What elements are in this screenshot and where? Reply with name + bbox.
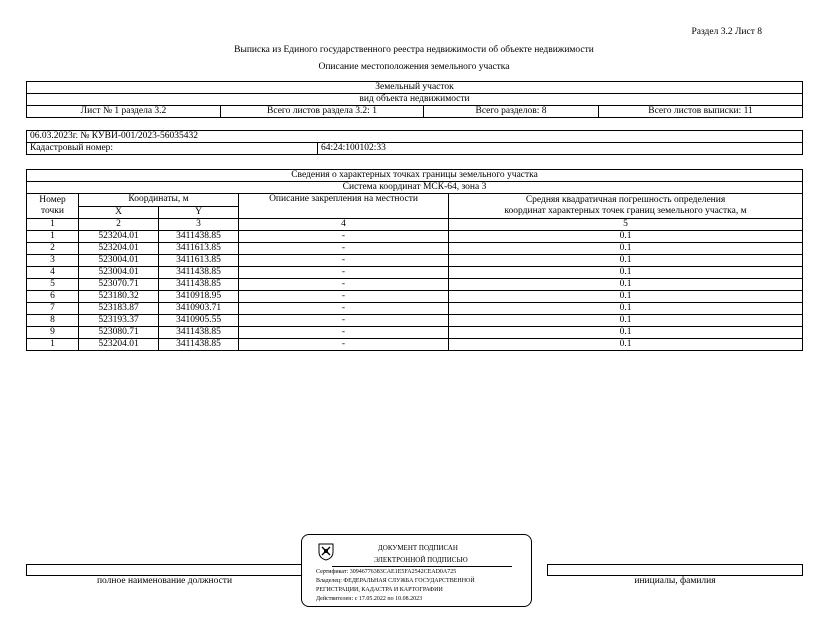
table-cell: 3411613.85 <box>159 243 239 255</box>
stamp-divider <box>332 566 512 567</box>
table-cell: - <box>239 279 449 291</box>
col-number-line1: Номер <box>39 195 66 205</box>
col-error-line1: Средняя квадратичная погрешность определения <box>525 195 726 205</box>
col-coords-header: Координаты, м <box>79 194 239 207</box>
coat-of-arms-icon <box>316 541 336 561</box>
coordinate-system: Система координат МСК-64, зона 3 <box>27 182 803 194</box>
table-cell: 0.1 <box>449 279 803 291</box>
table-cell: 0.1 <box>449 267 803 279</box>
table-cell: 6 <box>27 291 79 303</box>
index-cell: 3 <box>159 219 239 231</box>
table-cell: 523180.32 <box>79 291 159 303</box>
total-sections: Всего разделов: 8 <box>424 106 599 118</box>
table-cell: - <box>239 231 449 243</box>
table-row <box>27 303 803 315</box>
position-label: полное наименование должности <box>96 576 233 586</box>
stamp-valid: Действителен: с 17.05.2022 по 10.08.2023 <box>316 596 423 602</box>
table-cell: 1 <box>27 231 79 243</box>
table-cell: 0.1 <box>449 315 803 327</box>
table-cell: 7 <box>27 303 79 315</box>
table-row <box>27 291 803 303</box>
table-row <box>27 279 803 291</box>
table-row <box>27 267 803 279</box>
table-cell: 3 <box>27 255 79 267</box>
table-cell: 3411438.85 <box>159 267 239 279</box>
sheet-of-section: Лист № 1 раздела 3.2 <box>27 106 221 118</box>
object-name: Земельный участок <box>27 82 803 94</box>
total-sheets-extract: Всего листов выписки: 11 <box>599 106 803 118</box>
table-cell: 0.1 <box>449 303 803 315</box>
table-cell: 523204.01 <box>79 243 159 255</box>
index-cell: 2 <box>79 219 159 231</box>
total-sheets-section: Всего листов раздела 3.2: 1 <box>221 106 424 118</box>
table-cell: 4 <box>27 267 79 279</box>
table-cell: - <box>239 315 449 327</box>
table-cell: 3411438.85 <box>159 231 239 243</box>
table-cell: 3411438.85 <box>159 339 239 351</box>
table-cell: 523004.01 <box>79 267 159 279</box>
index-cell: 4 <box>239 219 449 231</box>
points-table <box>26 169 803 351</box>
name-field <box>548 565 803 576</box>
e-signature-stamp <box>301 534 532 607</box>
points-table-body <box>27 231 803 351</box>
name-label: инициалы, фамилия <box>634 576 716 586</box>
object-table <box>26 81 803 118</box>
index-cell: 5 <box>449 219 803 231</box>
table-cell: 523070.71 <box>79 279 159 291</box>
index-cell: 1 <box>27 219 79 231</box>
table-cell: 0.1 <box>449 243 803 255</box>
table-row <box>27 243 803 255</box>
table-cell: - <box>239 339 449 351</box>
table-cell: 3410918.95 <box>159 291 239 303</box>
table-cell: 523183.87 <box>79 303 159 315</box>
table-cell: 0.1 <box>449 291 803 303</box>
date-number: 06.03.2023г. № КУВИ-001/2023-56035432 <box>27 131 803 143</box>
table-cell: 523004.01 <box>79 255 159 267</box>
table-cell: - <box>239 255 449 267</box>
table-cell: - <box>239 243 449 255</box>
table-row <box>27 327 803 339</box>
stamp-line1: ДОКУМЕНТ ПОДПИСАН <box>378 544 458 552</box>
table-cell: 0.1 <box>449 339 803 351</box>
cadastral-number: 64:24:100102:33 <box>318 143 803 155</box>
table-cell: 523204.01 <box>79 339 159 351</box>
table-row <box>27 315 803 327</box>
table-cell: 0.1 <box>449 231 803 243</box>
table-cell: 9 <box>27 327 79 339</box>
stamp-certificate: Сертификат: 30946776383CAE1E5FA2542CEAD0A725 <box>316 569 457 575</box>
col-y-header: Y <box>159 206 239 219</box>
object-type-label: вид объекта недвижимости <box>27 94 803 106</box>
col-number-header <box>27 194 79 219</box>
stamp-owner2: РЕГИСТРАЦИИ, КАДАСТРА И КАРТОГРАФИИ <box>316 587 443 593</box>
table-cell: - <box>239 267 449 279</box>
col-number-line2: точки <box>40 206 64 216</box>
col-x-header: X <box>79 206 159 219</box>
table-row <box>27 339 803 351</box>
table-cell: 523080.71 <box>79 327 159 339</box>
col-desc-header: Описание закрепления на местности <box>239 194 449 219</box>
table-cell: 3410903.71 <box>159 303 239 315</box>
table-cell: 3410905.55 <box>159 315 239 327</box>
table-cell: - <box>239 303 449 315</box>
table-row <box>27 231 803 243</box>
table-cell: 523193.37 <box>79 315 159 327</box>
table-row <box>27 255 803 267</box>
col-error-header <box>449 194 803 219</box>
table-cell: - <box>239 327 449 339</box>
cadastral-label: Кадастровый номер: <box>27 143 318 155</box>
table-cell: 523204.01 <box>79 231 159 243</box>
table-cell: - <box>239 291 449 303</box>
table-cell: 3411438.85 <box>159 279 239 291</box>
table-cell: 5 <box>27 279 79 291</box>
table-cell: 3411613.85 <box>159 255 239 267</box>
section-sheet-label: Раздел 3.2 Лист 8 <box>691 27 762 37</box>
stamp-line2: ЭЛЕКТРОННОЙ ПОДПИСЬЮ <box>374 556 468 564</box>
stamp-owner: Владелец: ФЕДЕРАЛЬНАЯ СЛУЖБА ГОСУДАРСТВЕННОЙ <box>316 578 475 584</box>
table-cell: 8 <box>27 315 79 327</box>
table-cell: 2 <box>27 243 79 255</box>
document-title: Выписка из Единого государственного реестра недвижимости об объекте недвижимости <box>234 45 594 55</box>
table-cell: 0.1 <box>449 255 803 267</box>
table-cell: 1 <box>27 339 79 351</box>
col-error-line2: координат характерных точек границ земельного участка, м <box>504 206 747 216</box>
info-table <box>26 130 803 155</box>
table-cell: 0.1 <box>449 327 803 339</box>
points-table-title: Сведения о характерных точках границы земельного участка <box>27 170 803 182</box>
position-field <box>27 565 303 576</box>
table-cell: 3411438.85 <box>159 327 239 339</box>
document-subtitle: Описание местоположения земельного участка <box>318 62 510 72</box>
